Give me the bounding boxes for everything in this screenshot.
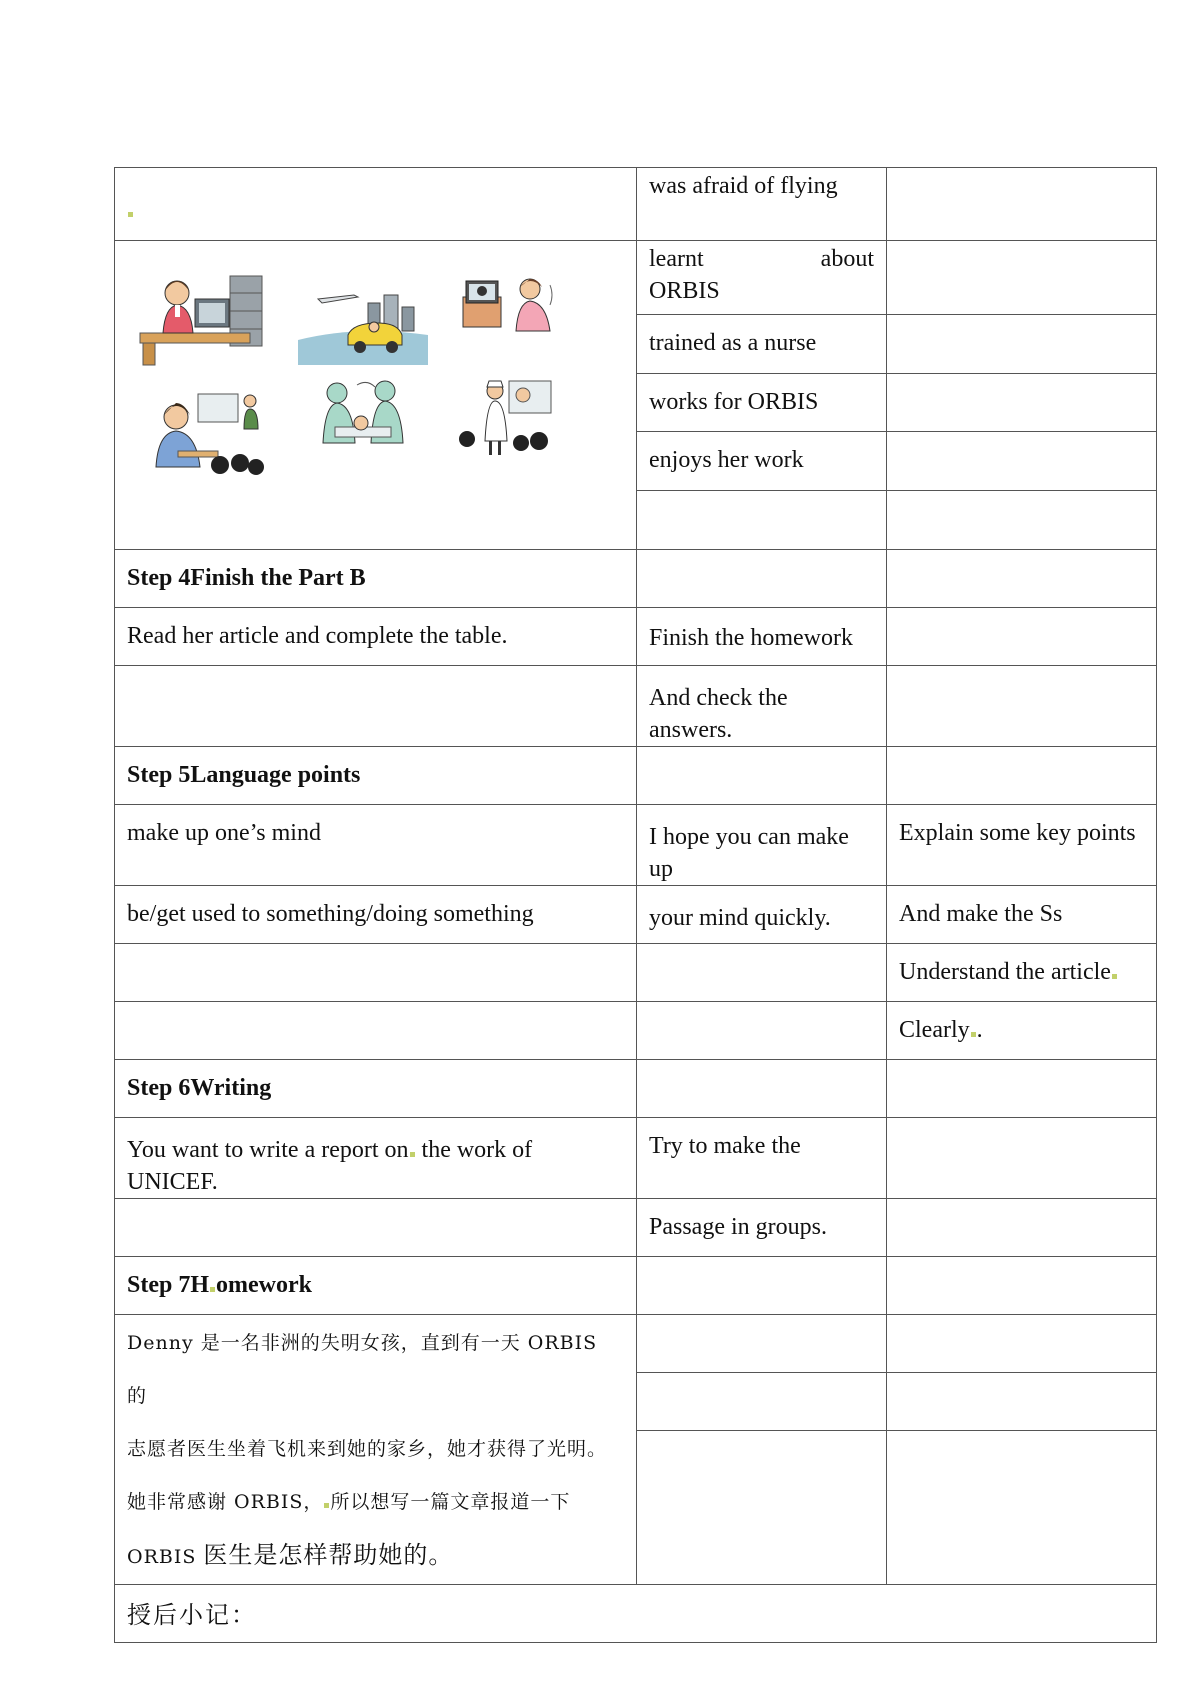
table-row — [115, 805, 1157, 886]
cell-empty — [887, 491, 1157, 550]
cell-empty — [637, 550, 887, 608]
cell-empty — [115, 666, 637, 747]
cell-empty — [115, 944, 637, 1002]
cell-text-word: learnt — [649, 246, 704, 272]
cell-empty — [637, 1431, 887, 1585]
table-row — [115, 1060, 1157, 1118]
cell-empty — [887, 666, 1157, 747]
cell-empty — [887, 747, 1157, 805]
cell-empty — [637, 491, 887, 550]
step-heading: Step 4Finish the Part B — [115, 550, 637, 608]
cell-empty — [887, 432, 1157, 491]
cell-text: works for ORBIS — [637, 373, 887, 432]
tv-news-illustration — [458, 275, 558, 345]
table-row — [115, 1585, 1157, 1643]
nurse-illustration — [459, 379, 559, 459]
table-row — [115, 550, 1157, 608]
cell-text — [887, 944, 1157, 1002]
cell-empty — [637, 1315, 887, 1373]
cell-text-word: ORBIS — [649, 278, 720, 304]
cell-text — [115, 1118, 637, 1199]
cell-empty — [887, 1373, 1157, 1431]
table-row — [115, 747, 1157, 805]
homework-line — [127, 1529, 624, 1584]
cell-empty — [637, 1257, 887, 1315]
cell-empty — [887, 314, 1157, 373]
table-row — [115, 168, 1157, 241]
cell-empty — [887, 1431, 1157, 1585]
homework-text: 所以想写一篇文章报道一下 — [330, 1491, 571, 1513]
cell-empty — [887, 608, 1157, 666]
cell-empty — [887, 241, 1157, 315]
cell-text: make up one’s mind — [115, 805, 637, 886]
table-row — [115, 1257, 1157, 1315]
step-heading: Step 5Language points — [115, 747, 637, 805]
cell-empty — [887, 168, 1157, 241]
cell-empty — [887, 1199, 1157, 1257]
marker-dot — [210, 1287, 215, 1292]
cell-text-word: You want to write a report on — [127, 1137, 409, 1163]
homework-text: 医生是怎样帮助她的。 — [203, 1541, 454, 1569]
cell-empty — [887, 1060, 1157, 1118]
cell-text: I hope you can make up — [637, 805, 887, 886]
step-heading: Step 6Writing — [115, 1060, 637, 1118]
marker-dot — [128, 212, 133, 217]
marker-dot — [410, 1152, 415, 1157]
homework-cell — [115, 1315, 637, 1585]
cell-text-word: Understand the article — [899, 959, 1111, 985]
table-row — [115, 1118, 1157, 1199]
marker-dot — [324, 1503, 329, 1508]
step-heading-part: Step 7H — [127, 1272, 210, 1298]
office-worker-illustration — [135, 271, 265, 371]
cell-text — [887, 1002, 1157, 1060]
table-row — [115, 666, 1157, 747]
cell-empty — [637, 747, 887, 805]
cell-empty — [637, 944, 887, 1002]
homework-line: 志愿者医生坐着飞机来到她的家乡，她才获得了光明。 — [127, 1438, 608, 1460]
cell-empty — [887, 373, 1157, 432]
cell-text: trained as a nurse — [637, 314, 887, 373]
cell-text: And check the answers. — [637, 666, 887, 747]
table-row — [115, 886, 1157, 944]
travel-illustration — [298, 285, 428, 365]
table-row — [115, 944, 1157, 1002]
table-row — [115, 1315, 1157, 1373]
cell-empty — [887, 1257, 1157, 1315]
homework-line — [127, 1476, 624, 1529]
illustration-cell — [115, 241, 637, 550]
cell-empty — [637, 1373, 887, 1431]
cell-text: Passage in groups. — [637, 1199, 887, 1257]
homework-line: Denny 是一名非洲的失明女孩，直到有一天 ORBIS 的 — [127, 1332, 598, 1407]
step-heading — [115, 1257, 637, 1315]
homework-text: ORBIS — [127, 1546, 204, 1568]
cell-text: Finish the homework — [637, 608, 887, 666]
cell-text-word: about — [820, 246, 874, 272]
step-heading-part: omework — [216, 1272, 312, 1298]
homework-text: 她非常感谢 ORBIS， — [127, 1491, 324, 1513]
table-row — [115, 1002, 1157, 1060]
post-lesson-notes: 授后小记： — [115, 1585, 1157, 1643]
cell-text: Read her article and complete the table. — [115, 608, 637, 666]
cell-text: And make the Ss — [887, 886, 1157, 944]
cell-text: your mind quickly. — [637, 886, 887, 944]
illustration-grid — [123, 249, 632, 549]
surgery-illustration — [313, 377, 413, 467]
table-row — [115, 608, 1157, 666]
student-class-illustration — [148, 389, 268, 484]
cell-empty — [637, 1060, 887, 1118]
table-row — [115, 241, 1157, 315]
cell-empty — [887, 550, 1157, 608]
cell-text: Explain some key points — [887, 805, 1157, 886]
cell-text-word: Clearly — [899, 1017, 970, 1043]
cell-text: Try to make the — [637, 1118, 887, 1199]
cell-empty — [115, 1199, 637, 1257]
lesson-plan-table — [114, 167, 1157, 1643]
cell-text — [637, 241, 887, 315]
marker-dot — [1112, 974, 1117, 979]
cell-empty — [637, 1002, 887, 1060]
cell-empty — [115, 1002, 637, 1060]
cell-text: was afraid of flying — [637, 168, 887, 241]
marker-dot — [971, 1032, 976, 1037]
cell-empty — [887, 1118, 1157, 1199]
cell-empty — [887, 1315, 1157, 1373]
cell-text: be/get used to something/doing something — [115, 886, 637, 944]
cell-text: enjoys her work — [637, 432, 887, 491]
cell-text-word: the work of UNICEF. — [127, 1137, 533, 1195]
cell-text-word: . — [976, 1017, 983, 1043]
table-row — [115, 1199, 1157, 1257]
cell-marker — [115, 168, 637, 241]
